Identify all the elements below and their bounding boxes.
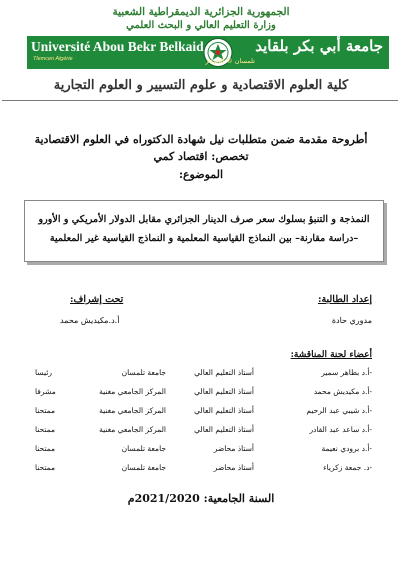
- committee-label: أعضاء لجنة المناقشة:: [290, 350, 372, 360]
- member-institution: المركز الجامعي مغنية: [99, 406, 166, 415]
- member-rank: أستاذ التعليم العالي: [194, 368, 254, 377]
- member-institution: جامعة تلمسان: [121, 463, 166, 472]
- member-role: مشرفا: [35, 387, 56, 396]
- member-rank: أستاذ التعليم العالي: [194, 406, 254, 415]
- thesis-type: أطروحة مقدمة ضمن متطلبات نيل شهادة الدكتوراه في العلوم الاقتصادية: [34, 133, 368, 146]
- committee-row: [0, 406, 402, 420]
- member-institution: المركز الجامعي مغنية: [99, 387, 166, 396]
- member-institution: جامعة تلمسان: [121, 368, 166, 377]
- ministry-heading: وزارة التعليم العالي و البحث العلمي: [126, 20, 276, 31]
- member-name: -أ.د بطاهر سمير: [321, 368, 372, 377]
- member-role: ممتحنا: [35, 406, 56, 415]
- university-location-fr: Tlemcen Algérie: [33, 56, 73, 62]
- member-role: ممتحنا: [35, 425, 56, 434]
- member-name: -أ.د شيبي عبد الرحيم: [306, 406, 372, 415]
- supervisor-name: أ.د.مكيديش محمد: [60, 316, 120, 325]
- member-name: -أ.د برودي نعيمة: [321, 444, 372, 453]
- subject-label: الموضوع:: [178, 168, 224, 181]
- university-banner: [27, 36, 389, 69]
- student-name: مدوري حادة: [331, 316, 372, 325]
- member-role: ممتحنا: [35, 444, 56, 453]
- header-divider: [2, 100, 398, 101]
- committee-row: [0, 387, 402, 401]
- university-name-ar: جامعة أبي بكر بلقايد: [255, 37, 383, 55]
- member-rank: أستاذ محاضر: [213, 463, 254, 472]
- university-location-ar: تلمسان ® الجزائر: [205, 57, 255, 65]
- thesis-title-box: [24, 200, 384, 262]
- thesis-specialty: تخصص: اقتصاد كمي: [153, 150, 249, 163]
- thesis-title-line1: النمذجة و التنبؤ بسلوك سعر صرف الدينار الجزائري مقابل الدولار الأمريكي و الأورو: [38, 214, 370, 225]
- university-name-fr: Université Abou Bekr Belkaid: [31, 39, 204, 54]
- supervisor-label: تحت إشراف:: [70, 294, 124, 305]
- member-institution: المركز الجامعي مغنية: [99, 425, 166, 434]
- faculty-name: كلية العلوم الاقتصادية و علوم التسيير و العلوم التجارية: [53, 78, 349, 93]
- member-rank: أستاذ التعليم العالي: [194, 387, 254, 396]
- member-rank: أستاذ محاضر: [213, 444, 254, 453]
- thesis-title-line2: –دراسة مقارنة– بين النماذج القياسية المعلمية و النماذج القياسية غير المعلمية: [49, 233, 359, 244]
- member-name: -د. جمعة زكرياء: [323, 463, 372, 472]
- member-name: -أ.د ساعد عبد القادر: [309, 425, 372, 434]
- academic-year: السنة الجامعية: 2021/2020م: [127, 492, 275, 505]
- student-label: إعداد الطالبة:: [317, 294, 372, 305]
- member-role: رئيسا: [35, 368, 52, 377]
- member-institution: جامعة تلمسان: [121, 444, 166, 453]
- member-rank: أستاذ التعليم العالي: [194, 425, 254, 434]
- committee-row: [0, 425, 402, 439]
- member-role: ممتحنا: [35, 463, 56, 472]
- republic-heading: الجمهورية الجزائرية الديمقراطية الشعبية: [112, 6, 290, 18]
- committee-row: [0, 368, 402, 382]
- member-name: -أ.د مكيديش محمد: [313, 387, 372, 396]
- committee-row: [0, 444, 402, 458]
- committee-row: [0, 463, 402, 477]
